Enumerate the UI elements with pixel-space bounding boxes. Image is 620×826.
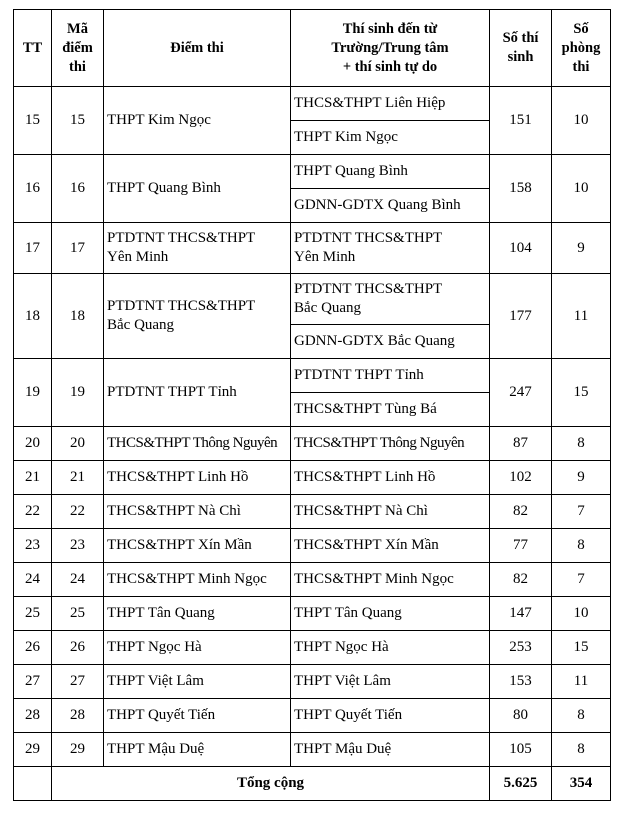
cell-truong: PTDTNT THCS&THPT Bắc Quang xyxy=(291,274,490,325)
cell-truong: THCS&THPT Nà Chì xyxy=(291,495,490,529)
cell-tt: 22 xyxy=(14,495,52,529)
header-tt: TT xyxy=(14,10,52,87)
cell-truong: THCS&THPT Tùng Bá xyxy=(291,393,490,427)
table-row xyxy=(14,274,611,325)
cell-so-thi-sinh: 80 xyxy=(490,699,552,733)
cell-diem-thi: THCS&THPT Minh Ngọc xyxy=(104,563,291,597)
cell-so-thi-sinh: 77 xyxy=(490,529,552,563)
cell-ma-diem-thi: 29 xyxy=(52,733,104,767)
cell-ma-diem-thi: 18 xyxy=(52,274,104,359)
cell-so-phong-thi: 10 xyxy=(552,597,611,631)
total-so-thi-sinh: 5.625 xyxy=(490,767,552,801)
cell-so-thi-sinh: 151 xyxy=(490,87,552,155)
cell-tt: 25 xyxy=(14,597,52,631)
cell-so-phong-thi: 7 xyxy=(552,495,611,529)
cell-ma-diem-thi: 26 xyxy=(52,631,104,665)
cell-diem-thi: THCS&THPT Linh Hồ xyxy=(104,461,291,495)
cell-so-phong-thi: 8 xyxy=(552,529,611,563)
cell-diem-thi: PTDTNT THPT Tỉnh xyxy=(104,359,291,427)
cell-so-phong-thi: 11 xyxy=(552,274,611,359)
header-row xyxy=(14,10,611,87)
cell-truong: THPT Quyết Tiến xyxy=(291,699,490,733)
cell-so-phong-thi: 8 xyxy=(552,699,611,733)
cell-ma-diem-thi: 17 xyxy=(52,223,104,274)
cell-truong: THPT Ngọc Hà xyxy=(291,631,490,665)
cell-tt: 24 xyxy=(14,563,52,597)
cell-tt: 17 xyxy=(14,223,52,274)
cell-diem-thi: PTDTNT THCS&THPT Bắc Quang xyxy=(104,274,291,359)
table-row xyxy=(14,529,611,563)
cell-so-thi-sinh: 87 xyxy=(490,427,552,461)
cell-truong: THCS&THPT Liên Hiệp xyxy=(291,87,490,121)
table-row xyxy=(14,427,611,461)
cell-so-thi-sinh: 104 xyxy=(490,223,552,274)
cell-so-thi-sinh: 105 xyxy=(490,733,552,767)
cell-truong: THCS&THPT Minh Ngọc xyxy=(291,563,490,597)
total-label: Tổng cộng xyxy=(52,767,490,801)
table-row xyxy=(14,87,611,121)
table-row xyxy=(14,563,611,597)
cell-so-thi-sinh: 82 xyxy=(490,563,552,597)
table-row xyxy=(14,733,611,767)
cell-so-thi-sinh: 153 xyxy=(490,665,552,699)
cell-so-phong-thi: 10 xyxy=(552,87,611,155)
cell-ma-diem-thi: 16 xyxy=(52,155,104,223)
cell-ma-diem-thi: 21 xyxy=(52,461,104,495)
cell-so-phong-thi: 11 xyxy=(552,665,611,699)
cell-diem-thi: THPT Việt Lâm xyxy=(104,665,291,699)
cell-so-phong-thi: 7 xyxy=(552,563,611,597)
total-empty-cell xyxy=(14,767,52,801)
cell-so-phong-thi: 9 xyxy=(552,461,611,495)
cell-diem-thi: THPT Mậu Duệ xyxy=(104,733,291,767)
cell-truong: PTDTNT THCS&THPT Yên Minh xyxy=(291,223,490,274)
cell-diem-thi: THPT Tân Quang xyxy=(104,597,291,631)
cell-tt: 23 xyxy=(14,529,52,563)
table-row xyxy=(14,665,611,699)
header-so-phong-thi: Số phòng thi xyxy=(552,10,611,87)
cell-truong: THCS&THPT Linh Hồ xyxy=(291,461,490,495)
table-row xyxy=(14,155,611,189)
cell-so-thi-sinh: 158 xyxy=(490,155,552,223)
cell-so-phong-thi: 8 xyxy=(552,427,611,461)
cell-truong: THPT Tân Quang xyxy=(291,597,490,631)
cell-tt: 26 xyxy=(14,631,52,665)
cell-diem-thi: THCS&THPT Xín Mần xyxy=(104,529,291,563)
cell-tt: 18 xyxy=(14,274,52,359)
cell-so-thi-sinh: 253 xyxy=(490,631,552,665)
cell-tt: 16 xyxy=(14,155,52,223)
cell-truong: THPT Quang Bình xyxy=(291,155,490,189)
cell-so-thi-sinh: 102 xyxy=(490,461,552,495)
cell-tt: 29 xyxy=(14,733,52,767)
cell-so-phong-thi: 15 xyxy=(552,359,611,427)
total-row xyxy=(14,767,611,801)
cell-truong: THPT Việt Lâm xyxy=(291,665,490,699)
cell-ma-diem-thi: 27 xyxy=(52,665,104,699)
cell-so-phong-thi: 10 xyxy=(552,155,611,223)
cell-tt: 15 xyxy=(14,87,52,155)
cell-so-phong-thi: 15 xyxy=(552,631,611,665)
cell-truong: THPT Mậu Duệ xyxy=(291,733,490,767)
total-so-phong-thi: 354 xyxy=(552,767,611,801)
cell-so-thi-sinh: 177 xyxy=(490,274,552,359)
cell-ma-diem-thi: 15 xyxy=(52,87,104,155)
cell-tt: 21 xyxy=(14,461,52,495)
table-row xyxy=(14,699,611,733)
cell-diem-thi: THPT Quang Bình xyxy=(104,155,291,223)
cell-ma-diem-thi: 22 xyxy=(52,495,104,529)
cell-ma-diem-thi: 25 xyxy=(52,597,104,631)
cell-diem-thi: THPT Quyết Tiến xyxy=(104,699,291,733)
cell-ma-diem-thi: 19 xyxy=(52,359,104,427)
cell-diem-thi: THPT Ngọc Hà xyxy=(104,631,291,665)
table-row xyxy=(14,461,611,495)
header-thi-sinh-den-tu: Thí sinh đến từ Trường/Trung tâm + thí sinh tự do xyxy=(291,10,490,87)
cell-so-phong-thi: 9 xyxy=(552,223,611,274)
cell-ma-diem-thi: 23 xyxy=(52,529,104,563)
cell-so-thi-sinh: 247 xyxy=(490,359,552,427)
cell-truong: THCS&THPT Xín Mần xyxy=(291,529,490,563)
exam-sites-table xyxy=(13,9,611,801)
cell-tt: 27 xyxy=(14,665,52,699)
cell-so-phong-thi: 8 xyxy=(552,733,611,767)
cell-diem-thi: PTDTNT THCS&THPT Yên Minh xyxy=(104,223,291,274)
table-row xyxy=(14,223,611,274)
cell-tt: 28 xyxy=(14,699,52,733)
header-ma-diem-thi: Mã điểm thi xyxy=(52,10,104,87)
table-row xyxy=(14,359,611,393)
header-diem-thi: Điểm thi xyxy=(104,10,291,87)
cell-truong: THPT Kim Ngọc xyxy=(291,121,490,155)
cell-tt: 19 xyxy=(14,359,52,427)
cell-diem-thi: THCS&THPT Thông Nguyên xyxy=(104,427,291,461)
cell-ma-diem-thi: 24 xyxy=(52,563,104,597)
cell-truong: THCS&THPT Thông Nguyên xyxy=(291,427,490,461)
cell-diem-thi: THPT Kim Ngọc xyxy=(104,87,291,155)
cell-ma-diem-thi: 28 xyxy=(52,699,104,733)
table-row xyxy=(14,631,611,665)
cell-so-thi-sinh: 147 xyxy=(490,597,552,631)
cell-diem-thi: THCS&THPT Nà Chì xyxy=(104,495,291,529)
cell-tt: 20 xyxy=(14,427,52,461)
header-so-thi-sinh: Số thí sinh xyxy=(490,10,552,87)
table-row xyxy=(14,495,611,529)
cell-so-thi-sinh: 82 xyxy=(490,495,552,529)
cell-truong: PTDTNT THPT Tỉnh xyxy=(291,359,490,393)
cell-ma-diem-thi: 20 xyxy=(52,427,104,461)
cell-truong: GDNN-GDTX Quang Bình xyxy=(291,189,490,223)
table-row xyxy=(14,597,611,631)
cell-truong: GDNN-GDTX Bắc Quang xyxy=(291,325,490,359)
